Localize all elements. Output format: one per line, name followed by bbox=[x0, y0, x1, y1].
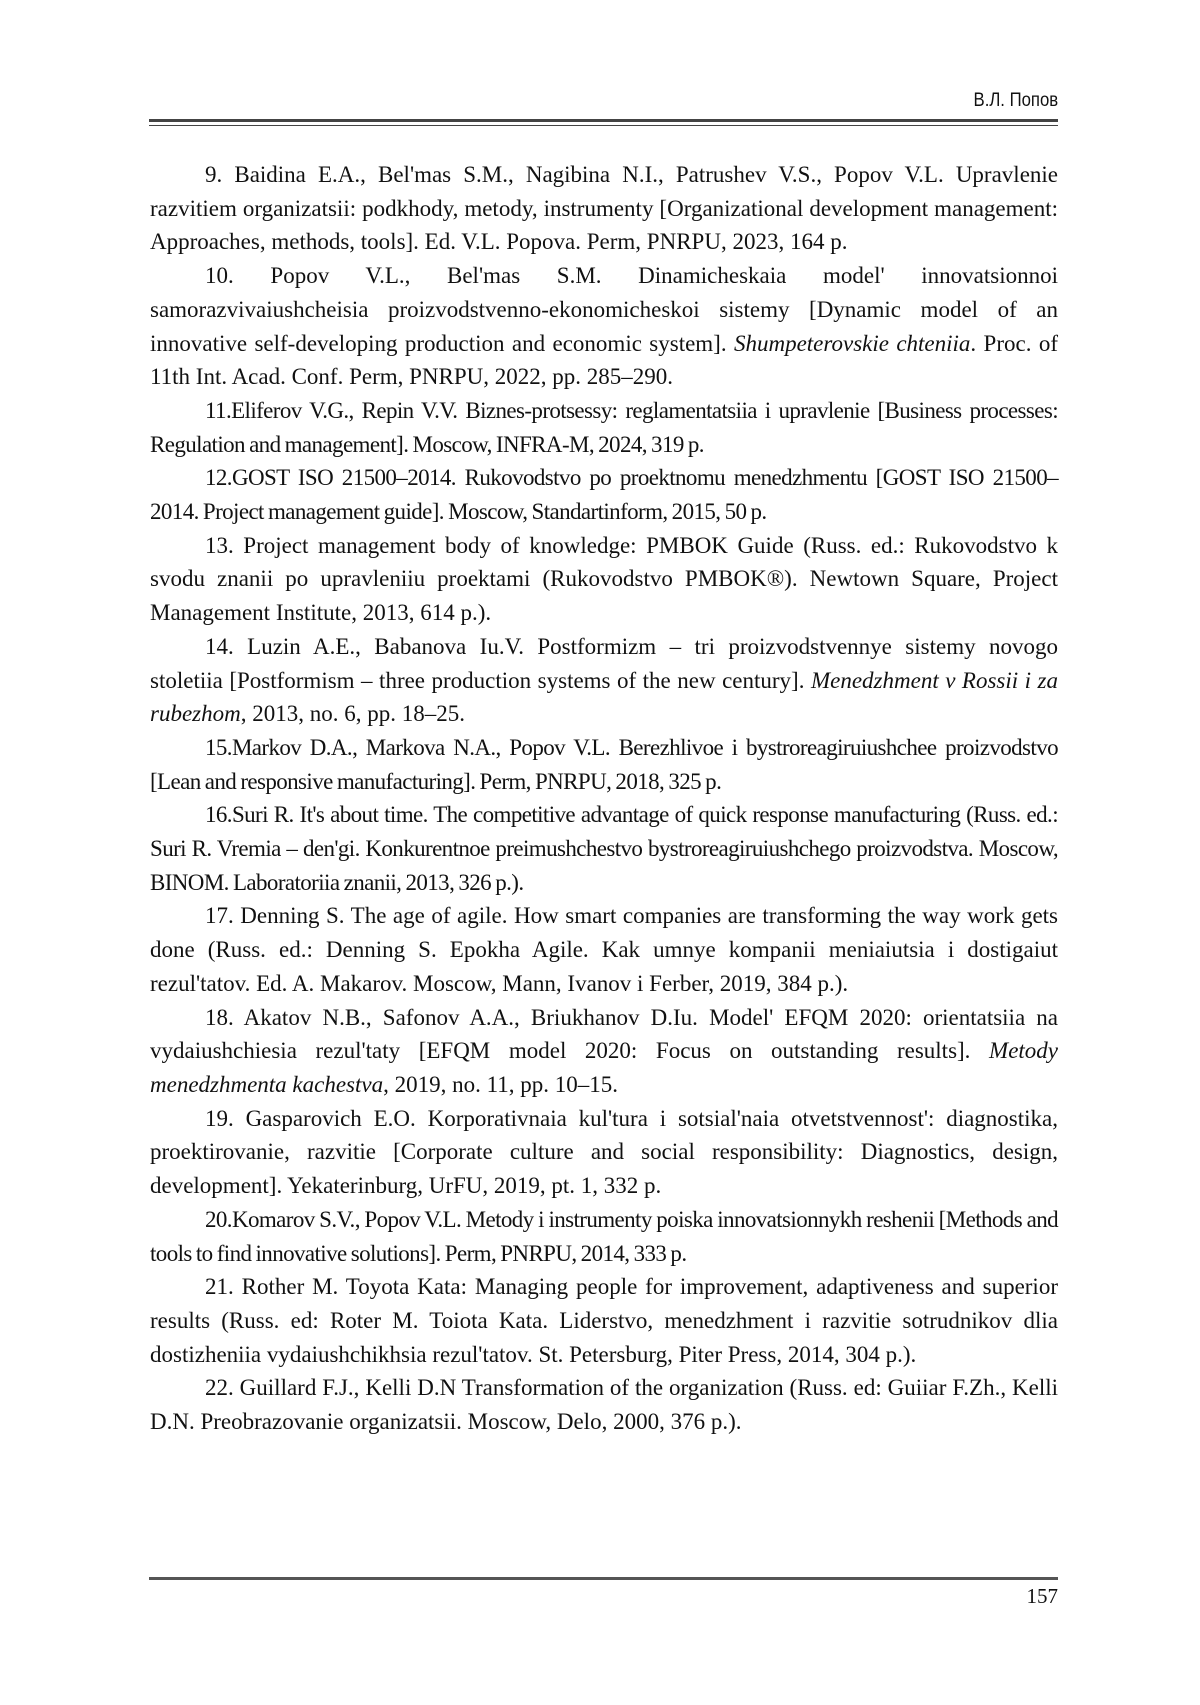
reference-entry bbox=[150, 630, 1058, 731]
reference-text: 11.Eliferov V.G., Repin V.V. Biznes-protsessy: reglamentatsiia i upravlenie [Business processes: Regulation and management]. Moscow, INFRA-M, 2024, 319 p. bbox=[150, 397, 1058, 457]
reference-text: 12.GOST ISO 21500–2014. Rukovodstvo po proektnomu menedzhmentu [GOST ISO 21500–2014. Project management guide]. Moscow, Standartinform, 2015, 50 p. bbox=[150, 465, 1058, 525]
reference-entry bbox=[150, 529, 1058, 630]
reference-source-title: Metody menedzhmenta kachestva bbox=[150, 1038, 1058, 1097]
reference-entry bbox=[150, 1203, 1058, 1270]
reference-entry bbox=[150, 259, 1058, 394]
running-head: В.Л. Попов bbox=[973, 90, 1058, 111]
reference-entry bbox=[150, 461, 1058, 528]
reference-text: , 2013, no. 6, pp. 18–25. bbox=[240, 701, 465, 727]
reference-entry bbox=[150, 158, 1058, 259]
reference-text: 10. Popov V.L., Bel'mas S.M. Dinamicheskaia model' innovatsionnoi samorazvivaiushcheisia proizvodstvenno-ekonomicheskoi sistemy [Dynamic model of an innovative self-developing production and economic system]. bbox=[150, 263, 1058, 356]
reference-text: , 2019, no. 11, pp. 10–15. bbox=[383, 1071, 619, 1097]
reference-entry bbox=[150, 394, 1058, 461]
reference-entry bbox=[150, 1001, 1058, 1102]
reference-text: . Proc. of 11th Int. Acad. Conf. Perm, PNRPU, 2022, pp. 285–290. bbox=[150, 330, 1058, 390]
reference-text: 9. Baidina E.A., Bel'mas S.M., Nagibina N.I., Patrushev V.S., Popov V.L. Upravlenie razvitiem organizatsii: podkhody, metody, instrumenty [Organizational development management: Approaches, methods, tools]. Ed. V.L. Popova. Perm, PNRPU, 2023, 164 p. bbox=[150, 162, 1058, 255]
reference-entry bbox=[150, 1102, 1058, 1203]
header-double-rule bbox=[149, 119, 1058, 126]
reference-entry bbox=[150, 731, 1058, 798]
reference-text: 15.Markov D.A., Markova N.A., Popov V.L. Berezhlivoe i bystroreagiruiushchee proizvodstvo [Lean and responsive manufacturing]. Perm, PNRPU, 2018, 325 p. bbox=[150, 734, 1058, 794]
reference-entry bbox=[150, 1270, 1058, 1371]
reference-text: 17. Denning S. The age of agile. How smart companies are transforming the way work gets done (Russ. ed.: Denning S. Epokha Agile. Kak umnye kompanii meniaiutsia i dostigaiut rezul'tatov. Ed. A. Makarov. Moscow, Mann, Ivanov i Ferber, 2019, 384 p.). bbox=[150, 903, 1058, 996]
reference-text: 13. Project management body of knowledge: PMBOK Guide (Russ. ed.: Rukovodstvo k svodu znanii po upravleniiu proektami (Rukovodstvo PMBOK®). Newtown Square, Project Management Institute, 2013, 614 p.). bbox=[150, 532, 1058, 626]
footer-rule bbox=[149, 1577, 1058, 1580]
reference-source-title: Shumpeterovskie chteniia bbox=[733, 330, 971, 356]
reference-entry bbox=[150, 1371, 1058, 1438]
reference-entry bbox=[150, 798, 1058, 899]
reference-text: 22. Guillard F.J., Kelli D.N Transformation of the organization (Russ. ed: Guiiar F.Zh., Kelli D.N. Preobrazovanie organizatsii. Moscow, Delo, 2000, 376 p.). bbox=[150, 1375, 1058, 1435]
reference-list bbox=[150, 158, 1058, 1439]
reference-text: 18. Akatov N.B., Safonov A.A., Briukhanov D.Iu. Model' EFQM 2020: orientatsiia na vydaiushchiesia rezul'taty [EFQM model 2020: Focus on outstanding results]. bbox=[150, 1004, 1058, 1064]
reference-text: 20.Komarov S.V., Popov V.L. Metody i instrumenty poiska innovatsionnykh reshenii [Methods and tools to find innovative solutions]. Perm, PNRPU, 2014, 333 p. bbox=[150, 1206, 1058, 1266]
reference-text: 16.Suri R. It's about time. The competitive advantage of quick response manufacturing (Russ. ed.: Suri R. Vremia – den'gi. Konkurentnoe preimushchestvo bystroreagiruiushchego proizvodstva. Moscow, BINOM. Laboratoriia znanii, 2013, 326 p.). bbox=[150, 802, 1058, 895]
reference-text: 21. Rother M. Toyota Kata: Managing people for improvement, adaptiveness and superior results (Russ. ed: Roter M. Toiota Kata. Liderstvo, menedzhment i razvitie sotrudnikov dlia dostizheniia vydaiushchikhsia rezul'tatov. St. Petersburg, Piter Press, 2014, 304 p.). bbox=[150, 1274, 1058, 1367]
page-number: 157 bbox=[1026, 1584, 1058, 1608]
reference-source-title: Menedzhment v Rossii i za rubezhom bbox=[150, 667, 1058, 727]
reference-text: 14. Luzin A.E., Babanova Iu.V. Postformizm – tri proizvodstvennye sistemy novogo stoletiia [Postformism – three production systems of the new century]. bbox=[150, 633, 1058, 693]
reference-text: 19. Gasparovich E.O. Korporativnaia kul'tura i sotsial'naia otvetstvennost': diagnostika, proektirovanie, razvitie [Corporate culture and social responsibility: Diagnostics, design, development]. Yekaterinburg, UrFU, 2019, pt. 1, 332 p. bbox=[150, 1105, 1058, 1199]
reference-entry bbox=[150, 899, 1058, 1000]
